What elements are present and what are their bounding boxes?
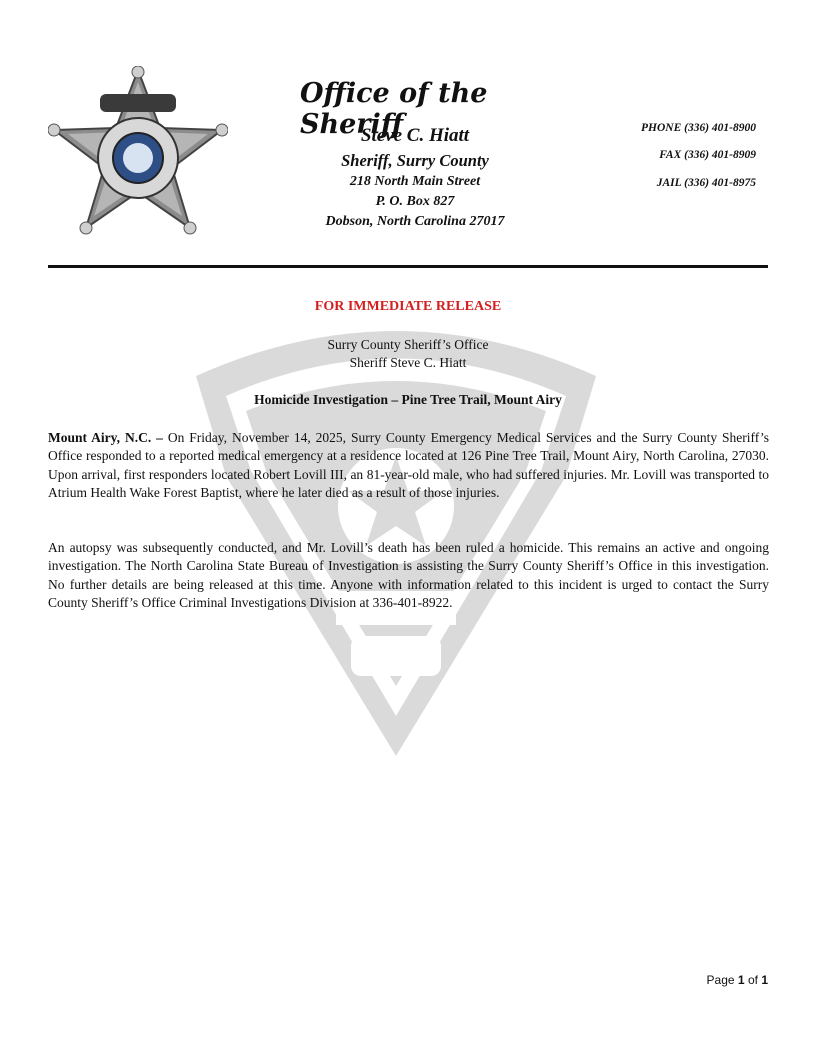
fax-number: FAX (336) 401-8909: [659, 149, 756, 161]
agency-name: Surry County Sheriff’s Office: [327, 337, 489, 352]
agency-person: Sheriff Steve C. Hiatt: [349, 355, 467, 370]
phone-number: PHONE (336) 401-8900: [641, 122, 756, 134]
page-counter: [707, 973, 768, 987]
sheriff-shield-watermark-icon: [186, 306, 606, 766]
address-line-2: P. O. Box 827: [375, 194, 455, 209]
sheriff-name: Steve C. Hiatt: [360, 125, 470, 146]
release-label: FOR IMMEDIATE RELEASE: [314, 299, 502, 314]
paragraph-1-text: On Friday, November 14, 2025, Surry County Emergency Medical Services and the Surry County Sheriff’s Office responded to a reported medical emergency at a residence located at 126 Pine Tree Trail, Mount Airy, North Carolina, 27030. Upon arrival, first responders located Robert Lovill III, an 81-year-old male, who had suffered injuries. Mr. Lovill was transported to Atrium Health Wake Forest Baptist, where he later died as a result of those injuries.: [48, 430, 769, 501]
header-divider: [48, 265, 768, 268]
page-word: Page: [706, 973, 735, 987]
sheriff-star-badge-icon: [48, 66, 228, 238]
paragraph-1: [48, 429, 769, 503]
of-word: of: [747, 973, 758, 987]
total-pages: 1: [761, 973, 768, 987]
address-line-3: Dobson, North Carolina 27017: [325, 214, 505, 229]
sheriff-title: Sheriff, Surry County: [341, 151, 489, 170]
office-title: Office of the Sheriff: [300, 78, 488, 140]
dateline: Mount Airy, N.C. –: [48, 430, 163, 445]
paragraph-2: An autopsy was subsequently conducted, and Mr. Lovill’s death has been ruled a homicide. This remains an active and ongoing investigation. The North Carolina State Bureau of Investigation is assisting the Surry County Sheriff’s Office in this investigation. No further details are being released at this time. Anyone with information related to this incident is urged to contact the Surry County Sheriff’s Office Criminal Investigations Division at 336-401-8922.: [48, 540, 769, 611]
address-line-1: 218 North Main Street: [349, 174, 481, 189]
release-headline: Homicide Investigation – Pine Tree Trail, Mount Airy: [254, 392, 562, 407]
current-page: 1: [737, 973, 745, 987]
jail-number: JAIL (336) 401-8975: [656, 177, 756, 189]
